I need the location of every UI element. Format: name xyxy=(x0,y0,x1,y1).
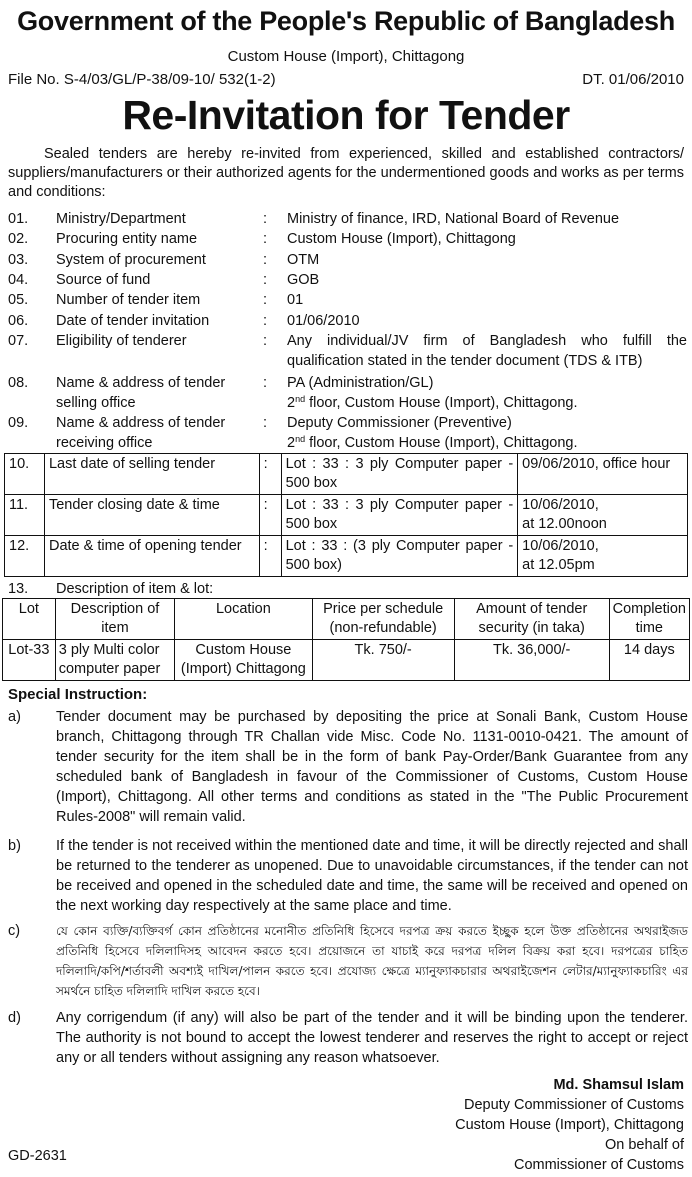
gd-number: GD-2631 xyxy=(8,1148,67,1164)
lot-section-heading: 13. Description of item & lot: xyxy=(8,581,214,597)
item-row: 02. Procuring entity name : Custom House (Import), Chittagong xyxy=(8,231,516,247)
item-row: 03. System of procurement : OTM xyxy=(8,252,320,268)
item-row: 05. Number of tender item : 01 xyxy=(8,292,304,308)
item-row: 08. Name & address of tender selling office : PA (Administration/GL) 2nd floor, Custom House (Import), Chittagong. xyxy=(8,375,578,411)
item-row: 07. Eligibility of tenderer : Any individual/JV firm of Bangladesh who fulfill the qualification stated in the tender document (TDS & ITB) xyxy=(8,333,687,369)
signatory-name: Md. Shamsul Islam xyxy=(553,1077,684,1093)
schedule-table xyxy=(4,453,688,577)
instruction-a: a) Tender document may be purchased by depositing the price at Sonali Bank, Custom House branch, Chittagong through TR Challan vide Misc. Code No. 1131-0010-0421. The amount of tender security for the item shall be in the form of bank Pay-Order/Bank Guarantee from any scheduled bank of Bangladesh in favour of the Commissioner of Customs, Custom House (Import), Chittagong. All other terms and conditions as stated in the "The Public Procurement Rules-2008" will remain valid. xyxy=(8,709,688,825)
file-number: File No. S-4/03/GL/P-38/09-10/ 532(1-2) xyxy=(8,71,276,88)
table-row: Lot-33 3 ply Multi color computer paper Custom House (Import) Chittagong Tk. 750/- Tk. 36,000/- 14 days xyxy=(3,640,690,681)
commissioner-title: Commissioner of Customs xyxy=(513,1157,684,1173)
table-header-row: Lot Description of item Location Price per schedule (non-refundable) Amount of tender security (in taka) Completion time xyxy=(3,599,690,640)
notice-date: DT. 01/06/2010 xyxy=(582,71,684,88)
government-title: Government of the People's Republic of Bangladesh xyxy=(17,6,675,36)
intro-paragraph: Sealed tenders are hereby re-invited from experienced, skilled and established contractors/ suppliers/manufacturers or their authorized agents for the undermentioned goods and works as per terms and conditions: xyxy=(8,146,684,200)
item-row: 01. Ministry/Department : Ministry of finance, IRD, National Board of Revenue xyxy=(8,211,620,227)
on-behalf-of: On behalf of xyxy=(605,1137,684,1153)
item-row: 04. Source of fund : GOB xyxy=(8,272,320,288)
item-row: 06. Date of tender invitation : 01/06/2010 xyxy=(8,313,360,329)
office-subtitle: Custom House (Import), Chittagong xyxy=(227,48,465,65)
item-row: 09. Name & address of tender receiving office : Deputy Commissioner (Preventive) 2nd floor, Custom House (Import), Chittagong. xyxy=(8,415,578,451)
signatory-designation: Deputy Commissioner of Customs xyxy=(464,1097,684,1113)
special-instruction-heading: Special Instruction: xyxy=(8,686,148,703)
lot-table xyxy=(2,598,690,681)
table-row: 12. Date & time of opening tender : Lot : 33 : (3 ply Computer paper - 500 box) 10/06/2010, at 12.05pm xyxy=(5,536,688,577)
table-row: 10. Last date of selling tender : Lot : 33 : 3 ply Computer paper - 500 box 09/06/2010, office hour xyxy=(5,454,688,495)
page-title: Re-Invitation for Tender xyxy=(122,92,570,138)
instruction-c: c) যে কোন ব্যক্তি/ব্যক্তিবর্গ কোন প্রতিষ্ঠানের মনোনীত প্রতিনিধি হিসেবে দরপত্র ক্রয় করতে ইচ্ছুক হলে উক্ত প্রতিষ্ঠানের অথরাইজড প্রতিনিধি হিসেবে দলিলাদিসহ আবেদন করতে হবে। প্রয়োজনে তা যাচাই করে দরপত্র দলিল বিক্রয় করা হবে। দরপত্রের চাহিত দলিলাদি/কপি/শর্তাবলী অবশ্যই দাখিল/পালন করতে হবে। প্রযোজ্য ক্ষেত্রে ম্যানুফ্যাকচারার অথরাইজেশন লেটার/ম্যানুফ্যাকচারিং এর সমর্থনে চাহিত দলিলাদি দাখিল করতে হবে। xyxy=(8,923,688,998)
signatory-office: Custom House (Import), Chittagong xyxy=(455,1117,684,1133)
instruction-b: b) If the tender is not received within the mentioned date and time, it will be directly rejected and shall be returned to the tenderer as unopened. Due to unavoidable circumstances, if the tender can not be received and opened in the scheduled date and time, the same will be received and opened on the next working day respectively at the same place and time. xyxy=(8,838,688,914)
table-row: 11. Tender closing date & time : Lot : 33 : 3 ply Computer paper - 500 box 10/06/2010, at 12.00noon xyxy=(5,495,688,536)
instruction-d: d) Any corrigendum (if any) will also be part of the tender and it will be binding upon the tenderer. The authority is not bound to accept the lowest tenderer and reserves the right to accept or reject any or all tenders without assigning any reason whatsoever. xyxy=(8,1010,688,1066)
